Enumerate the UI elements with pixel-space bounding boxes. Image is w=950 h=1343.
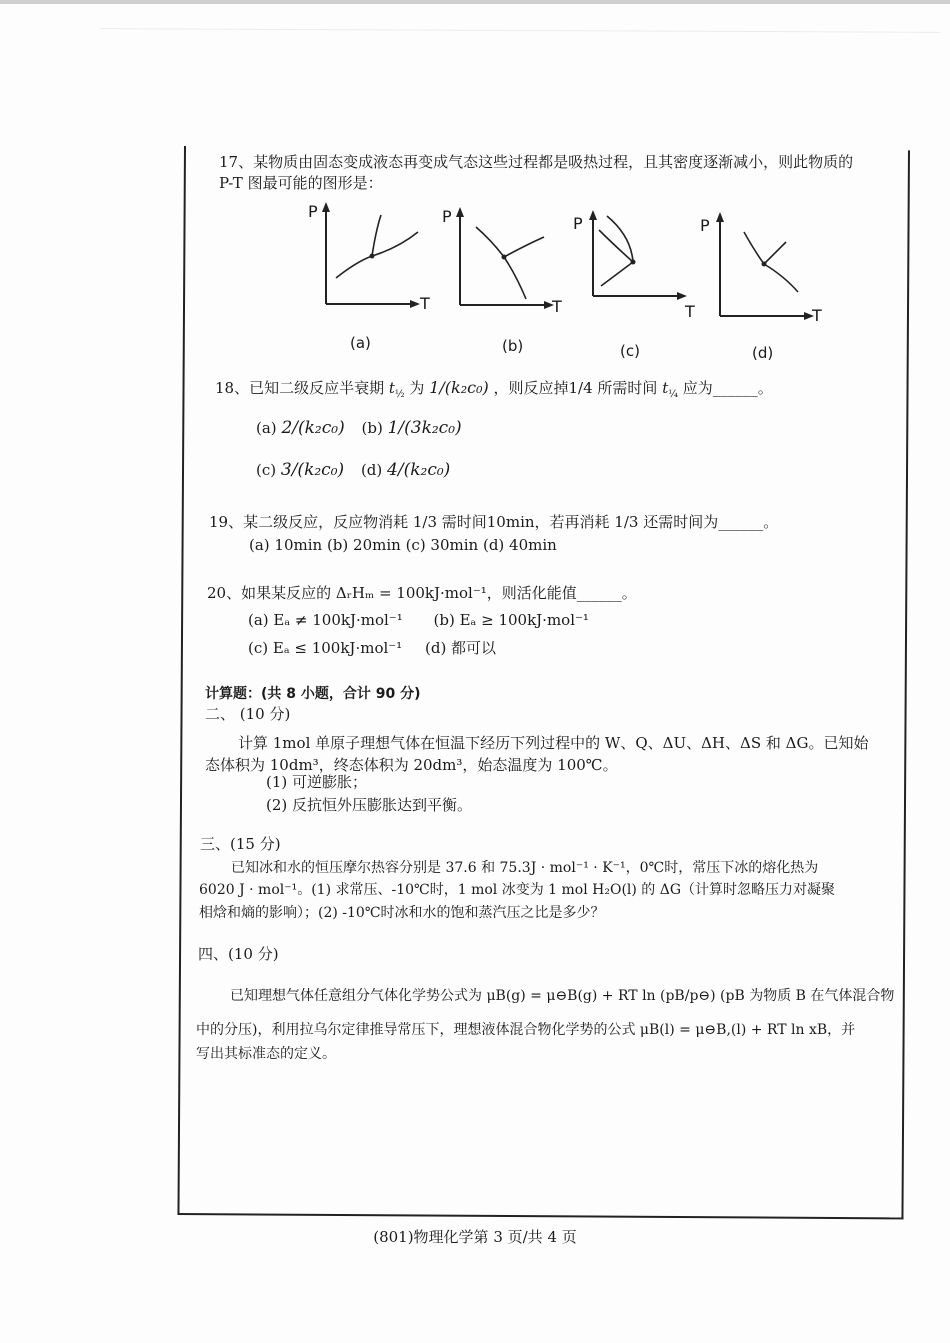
axis-label-p: P [308,202,318,221]
problem-2-sub2: (2) 反抗恒外压膨胀达到平衡。 [266,796,473,814]
q18-stem-c: 应为______。 [682,379,773,397]
q17-option-a: (a) [350,334,371,352]
q18-options-row1 [256,418,462,438]
q18-opt-c: 3/(k₂c₀) [280,460,345,480]
q18-opt-d-label: (d) [360,461,383,479]
q20-opt-a: (a) Eₐ ≠ 100kJ·mol⁻¹ [248,611,403,629]
q18-options-row2 [256,460,450,480]
q18-half-sub: ½ [394,389,405,400]
problem-2-sub1: (1) 可逆膨胀； [266,773,368,791]
pt-graph-c [573,210,713,334]
q18-is: 为 [409,379,425,397]
q18-stem-a: 18、已知二级反应半衰期 [215,379,385,397]
q19-stem: 19、某二级反应，反应物消耗 1/3 需时间10min，若再消耗 1/3 还需时间为______。 [209,513,779,531]
axis-label-p: P [700,216,710,235]
problem-3-title: 三、(15 分) [200,835,281,853]
pt-graph-b [440,205,580,329]
pt-graph-d [700,212,840,336]
q18-t-quarter: t [662,379,669,397]
q18-opt-a-label: (a) [256,419,277,437]
q18-stem [215,378,773,405]
axis-label-t: T [420,294,430,313]
q17-text-line2: P-T 图最可能的图形是： [219,174,383,192]
q17-option-c: (c) [620,342,640,360]
q17-text-line1: 17、某物质由固态变成液态再变成气态这些过程都是吸热过程，且其密度逐渐减小，则此物质的 [219,153,854,171]
problem-4-line2: 中的分压)，利用拉乌尔定律推导常压下，理想液体混合物化学势的公式 μB(l) = μ⊖B,(l) + RT ln xB，并 [196,1022,856,1038]
q18-quarter-sub: ¼ [668,389,678,400]
problem-3-line3: 相焓和熵的影响）；(2) -10℃时冰和水的饱和蒸汽压之比是多少？ [199,905,605,921]
q20-stem: 20、如果某反应的 ΔᵣHₘ = 100kJ·mol⁻¹，则活化能值______。 [207,584,637,602]
q18-opt-c-label: (c) [256,461,277,479]
q18-t-half: t [388,379,395,397]
problem-4-line1: 已知理想气体任意组分气体化学势公式为 μB(g) = μ⊖B(g) + RT ln (pB/p⊖) (pB 为物质 B 在气体混合物 [230,988,895,1004]
scan-top-edge [0,0,950,4]
problem-2-line2: 态体积为 10dm³，终态体积为 20dm³，始态温度为 100℃。 [205,756,618,774]
q20-opt-b: (b) Eₐ ≥ 100kJ·mol⁻¹ [433,611,589,629]
pt-graph-a [306,200,446,324]
q18-opt-b: 1/(3k₂c₀) [387,418,462,438]
q18-half-life-frac: 1/(k₂c₀) [429,378,489,397]
q20-options-row2 [248,638,496,658]
axis-label-p: P [573,214,583,233]
scan-artifact-line [100,28,940,33]
q20-opt-c: (c) Eₐ ≤ 100kJ·mol⁻¹ [248,639,403,657]
problem-3-line2: 6020 J · mol⁻¹。(1) 求常压、-10℃时，1 mol 冰变为 1 mol H₂O(l) 的 ΔG（计算时忽略压力对凝聚 [199,882,836,898]
calc-heading: 计算题：(共 8 小题，合计 90 分) [205,686,421,702]
problem-2-title: 二、 (10 分) [205,705,291,723]
q20-opt-d: (d) 都可以 [424,639,497,657]
axis-label-p: P [442,207,452,226]
page-footer: (801)物理化学第 3 页/共 4 页 [373,1228,577,1246]
axis-label-t: T [552,297,562,316]
axis-label-t: T [812,306,822,325]
q18-opt-a: 2/(k₂c₀) [281,418,345,438]
problem-2-line1: 计算 1mol 单原子理想气体在恒温下经历下列过程中的 W、Q、ΔU、ΔH、ΔS 和 ΔG。已知始 [238,734,869,752]
q18-opt-b-label: (b) [361,419,383,437]
q17-option-b: (b) [502,337,524,355]
q20-options-row1 [248,610,589,630]
problem-4-line3: 写出其标准态的定义。 [196,1046,336,1062]
q18-stem-b: ，则反应掉1/4 所需时间 [493,379,658,397]
problem-4-title: 四、(10 分) [198,945,279,963]
axis-label-t: T [685,302,695,321]
q17-option-d: (d) [752,344,774,362]
problem-3-line1: 已知冰和水的恒压摩尔热容分别是 37.6 和 75.3J · mol⁻¹ · K⁻¹，0℃时，常压下冰的熔化热为 [231,860,819,876]
q18-opt-d: 4/(k₂c₀) [387,460,451,480]
q19-options: (a) 10min (b) 20min (c) 30min (d) 40min [249,536,557,554]
